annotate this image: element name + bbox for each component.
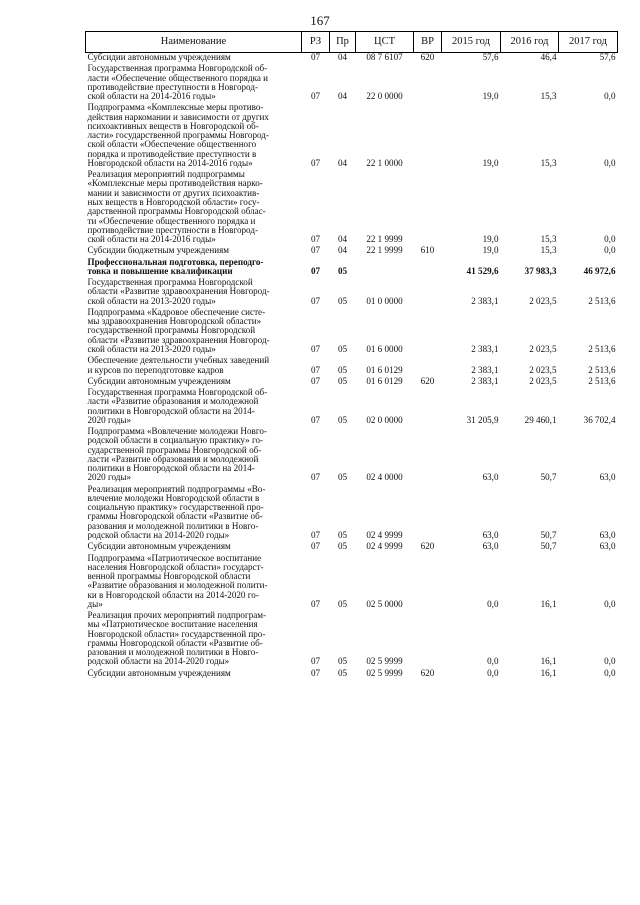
cell-2016: 16,1 <box>540 667 557 678</box>
header-2017: 2017 год <box>559 32 618 53</box>
table-row <box>86 611 618 669</box>
header-pr: Пр <box>330 32 356 53</box>
cell-vr: 620 <box>420 541 435 552</box>
table-row <box>86 246 618 257</box>
cell-2015: 31 205,9 <box>466 414 499 425</box>
table-row <box>86 554 618 612</box>
cell-name-line: области «Развитие здравоохранения Новгород- <box>87 286 270 297</box>
cell-name-line: Государственная программа Новгородской <box>87 277 253 288</box>
table-row <box>86 170 618 246</box>
cell-name-line: «Комплексные меры противодействия нарко- <box>87 178 263 189</box>
cell-2017: 36 702,4 <box>583 414 616 425</box>
cell-2016: 2 023,5 <box>529 343 557 354</box>
cell-vr <box>414 427 442 485</box>
cell-vr <box>414 356 442 377</box>
header-2015: 2015 год <box>442 32 501 53</box>
cell-vr <box>414 611 442 669</box>
table-row <box>86 64 618 103</box>
cell-2016: 2 023,5 <box>529 364 557 375</box>
cell-name <box>86 308 302 356</box>
header-rz: РЗ <box>302 32 330 53</box>
cell-2017: 2 513,6 <box>588 375 616 386</box>
cell-vr <box>414 258 442 279</box>
budget-table <box>85 31 618 680</box>
cell-pr: 05 <box>337 530 348 541</box>
cell-rz: 07 <box>310 541 321 552</box>
cell-2016: 15,3 <box>540 234 557 245</box>
cell-name <box>86 103 302 170</box>
cell-vr <box>414 103 442 170</box>
cell-name-line: Субсидии автономным учреждениям <box>87 375 231 386</box>
cell-2017: 57,6 <box>599 52 616 62</box>
cell-cst: 02 5 9999 <box>366 667 403 678</box>
cell-name <box>86 388 302 427</box>
cell-name-line: Подпрограмма «Патриотическое воспитание <box>87 552 262 563</box>
cell-rz: 07 <box>310 343 321 354</box>
cell-name-line: Государственная программа Новгородской об- <box>87 63 268 74</box>
cell-2016: 16,1 <box>540 598 557 609</box>
cell-pr: 05 <box>337 343 348 354</box>
cell-name-line: Профессиональная подготовка, переподго- <box>87 256 264 267</box>
cell-2016: 16,1 <box>540 656 557 667</box>
cell-name-line: Государственная программа Новгородской об- <box>87 387 268 398</box>
cell-name-line: Субсидии автономным учреждениям <box>87 52 231 62</box>
cell-name-line: ской области на 2013-2020 годы» <box>87 343 216 354</box>
cell-name-line: мы здравоохранения Новгородской области» <box>87 316 262 327</box>
cell-rz: 07 <box>310 157 321 168</box>
cell-name-line: ки в Новгородской области на 2014-2020 го- <box>87 589 259 600</box>
cell-name-line: «Развитие образования и молодежной полити- <box>87 580 268 591</box>
cell-name <box>86 170 302 246</box>
cell-name-line: ласти» государственной программы Новгород- <box>87 130 269 141</box>
cell-rz: 07 <box>310 234 321 245</box>
cell-name <box>86 542 302 553</box>
cell-2017: 2 513,6 <box>588 364 616 375</box>
cell-name-line: Подпрограмма «Вовлечение молодежи Новго- <box>87 426 267 437</box>
cell-name <box>86 611 302 669</box>
cell-pr: 05 <box>337 414 348 425</box>
cell-2016: 29 460,1 <box>524 414 557 425</box>
cell-pr: 04 <box>337 52 348 62</box>
cell-name-line: Реализация прочих мероприятий подпрограм- <box>87 610 267 621</box>
cell-name-line: Реализация мероприятий подпрограммы «Во- <box>87 483 266 494</box>
cell-2016: 46,4 <box>540 52 557 62</box>
cell-name <box>86 554 302 612</box>
cell-2017: 63,0 <box>599 541 616 552</box>
cell-name-line: 2020 годы» <box>87 472 132 483</box>
cell-name <box>86 427 302 485</box>
cell-2017: 0,0 <box>604 245 616 256</box>
cell-pr: 05 <box>337 265 348 276</box>
table-row <box>86 278 618 308</box>
cell-cst: 01 0 0000 <box>366 295 403 306</box>
cell-name-line: Реализация мероприятий подпрограммы <box>87 169 245 180</box>
cell-name <box>86 356 302 377</box>
cell-2015: 0,0 <box>487 656 499 667</box>
cell-pr: 05 <box>337 667 348 678</box>
cell-2016: 50,7 <box>540 541 557 552</box>
header-vr: ВР <box>414 32 442 53</box>
cell-vr <box>414 64 442 103</box>
cell-vr <box>414 308 442 356</box>
table-row <box>86 103 618 170</box>
cell-2017: 0,0 <box>604 667 616 678</box>
cell-2016: 15,3 <box>540 157 557 168</box>
cell-name-line: населения Новгородской области» государст- <box>87 561 264 572</box>
cell-vr <box>414 170 442 246</box>
cell-vr <box>414 485 442 543</box>
cell-name-line: социальную практику» государственной про- <box>87 502 264 513</box>
cell-cst <box>356 258 414 279</box>
cell-name <box>86 278 302 308</box>
cell-name-line: Субсидии бюджетным учреждениям <box>87 245 230 256</box>
cell-pr: 05 <box>337 375 348 386</box>
cell-rz: 07 <box>310 375 321 386</box>
cell-2016: 15,3 <box>540 91 557 102</box>
cell-pr: 05 <box>337 364 348 375</box>
cell-name-line: Подпрограмма «Кадровое обеспечение систе- <box>87 306 266 317</box>
cell-2015: 63,0 <box>482 530 499 541</box>
cell-2015: 2 383,1 <box>471 364 499 375</box>
cell-name-line: родской области на 2014-2020 годы» <box>87 656 230 667</box>
cell-name-line: противодействие преступности в Новгород- <box>87 81 258 92</box>
cell-vr <box>414 278 442 308</box>
cell-rz: 07 <box>310 598 321 609</box>
cell-name <box>86 669 302 680</box>
cell-vr: 620 <box>420 52 435 62</box>
cell-pr: 05 <box>337 472 348 483</box>
cell-name-line: ти «Обеспечение общественного порядка и <box>87 215 256 226</box>
cell-2017: 0,0 <box>604 91 616 102</box>
cell-cst: 22 1 0000 <box>366 157 403 168</box>
cell-2017: 0,0 <box>604 598 616 609</box>
cell-2017: 63,0 <box>599 530 616 541</box>
cell-2015: 63,0 <box>482 541 499 552</box>
cell-2017: 0,0 <box>604 656 616 667</box>
cell-cst: 22 0 0000 <box>366 91 403 102</box>
cell-name-line: Новгородской области на 2014-2016 годы» <box>87 157 253 168</box>
cell-name-line: влечение молодежи Новгородской области в <box>87 492 260 503</box>
cell-2015: 63,0 <box>482 472 499 483</box>
cell-name-line: ды» <box>87 598 103 609</box>
cell-vr: 620 <box>420 667 435 678</box>
cell-name-line: Новгородской области» государственной про- <box>87 628 266 639</box>
cell-rz: 07 <box>310 91 321 102</box>
table-row <box>86 388 618 427</box>
table-row <box>86 542 618 553</box>
page-number: 167 <box>310 13 330 28</box>
cell-name-line: разования и молодежной политики в Новго- <box>87 520 259 531</box>
cell-cst: 02 0 0000 <box>366 414 403 425</box>
cell-cst: 02 4 9999 <box>366 530 403 541</box>
cell-2017: 0,0 <box>604 234 616 245</box>
cell-2017: 2 513,6 <box>588 295 616 306</box>
cell-name-line: Подпрограмма «Комплексные меры противо- <box>87 102 264 113</box>
cell-2016: 2 023,5 <box>529 295 557 306</box>
cell-pr: 05 <box>337 598 348 609</box>
cell-name-line: государственной программы Новгородской <box>87 325 256 336</box>
cell-rz: 07 <box>310 265 321 276</box>
table-header-row <box>86 32 618 53</box>
cell-2015: 19,0 <box>482 157 499 168</box>
cell-cst: 22 1 9999 <box>366 234 403 245</box>
cell-name-line: разования и молодежной политики в Новго- <box>87 647 259 658</box>
cell-name-line: порядка и противодействие преступности в <box>87 148 257 159</box>
cell-2016: 2 023,5 <box>529 375 557 386</box>
cell-name-line: противодействие преступности в Новгород- <box>87 224 258 235</box>
cell-rz: 07 <box>310 472 321 483</box>
cell-cst: 02 5 0000 <box>366 598 403 609</box>
cell-pr: 05 <box>337 656 348 667</box>
table-row <box>86 258 618 279</box>
cell-name-line: граммы Новгородской области «Развитие об- <box>87 511 263 522</box>
cell-name-line: ской области на 2013-2020 годы» <box>87 295 216 306</box>
cell-name-line: 2020 годы» <box>87 414 132 425</box>
cell-cst: 08 7 6107 <box>366 52 403 62</box>
cell-name-line: Субсидии автономным учреждениям <box>87 541 231 552</box>
cell-name-line: ской области «Обеспечение общественного <box>87 139 257 150</box>
table-row <box>86 485 618 543</box>
cell-2015: 57,6 <box>482 52 499 62</box>
cell-2015: 19,0 <box>482 91 499 102</box>
cell-name-line: товка и повышение квалификации <box>87 265 233 276</box>
cell-2015: 2 383,1 <box>471 375 499 386</box>
cell-name-line: родской области на 2014-2020 годы» <box>87 530 230 541</box>
cell-name-line: и курсов по переподготовке кадров <box>87 364 224 375</box>
cell-rz: 07 <box>310 364 321 375</box>
cell-2015: 19,0 <box>482 234 499 245</box>
cell-cst: 22 1 9999 <box>366 245 403 256</box>
cell-pr: 04 <box>337 157 348 168</box>
cell-name-line: ных веществ в Новгородской области» госу- <box>87 196 260 207</box>
cell-2017: 0,0 <box>604 157 616 168</box>
cell-2015: 41 529,6 <box>466 265 499 276</box>
cell-name <box>86 64 302 103</box>
cell-name-line: дарственной программы Новгородской облас- <box>87 206 266 217</box>
cell-2016: 50,7 <box>540 472 557 483</box>
cell-2016: 37 983,3 <box>524 265 557 276</box>
table-row <box>86 308 618 356</box>
cell-name-line: мании и зависимости от других психоактив- <box>87 187 260 198</box>
cell-name-line: мы «Патриотическое воспитание населения <box>87 619 258 630</box>
cell-name-line: области «Развитие здравоохранения Новгород- <box>87 334 270 345</box>
cell-name <box>86 246 302 257</box>
cell-name <box>86 485 302 543</box>
cell-2015: 0,0 <box>487 598 499 609</box>
cell-rz: 07 <box>310 245 321 256</box>
cell-name-line: ласти «Развитие образования и молодежной <box>87 396 259 407</box>
cell-2017: 63,0 <box>599 472 616 483</box>
cell-2017: 46 972,6 <box>583 265 616 276</box>
cell-name-line: ласти «Обеспечение общественного порядка и <box>87 72 269 83</box>
cell-name-line: родской области в социальную практику» го- <box>87 435 264 446</box>
cell-pr: 04 <box>337 245 348 256</box>
cell-name-line: действия наркомании и зависимости от других <box>87 111 269 122</box>
cell-pr: 04 <box>337 234 348 245</box>
cell-name-line: сударственной программы Новгородской об- <box>87 444 262 455</box>
cell-name-line: ласти «Развитие образования и молодежной <box>87 453 259 464</box>
cell-name-line: политики в Новгородской области на 2014- <box>87 405 255 416</box>
cell-cst: 02 4 9999 <box>366 541 403 552</box>
cell-2015: 2 383,1 <box>471 343 499 354</box>
table-row <box>86 356 618 377</box>
cell-pr: 04 <box>337 91 348 102</box>
cell-pr: 05 <box>337 295 348 306</box>
cell-name-line: политики в Новгородской области на 2014- <box>87 463 255 474</box>
cell-name-line: Обеспечение деятельности учебных заведений <box>87 355 270 366</box>
cell-cst: 01 6 0129 <box>366 364 403 375</box>
cell-rz: 07 <box>310 667 321 678</box>
cell-name-line: Субсидии автономным учреждениям <box>87 667 231 678</box>
cell-vr: 610 <box>420 245 435 256</box>
cell-name-line: граммы Новгородской области «Развитие об- <box>87 637 263 648</box>
cell-2016: 15,3 <box>540 245 557 256</box>
cell-2015: 0,0 <box>487 667 499 678</box>
cell-name-line: ской области на 2014-2016 годы» <box>87 91 216 102</box>
cell-vr <box>414 554 442 612</box>
cell-rz: 07 <box>310 52 321 62</box>
table-body <box>86 53 618 681</box>
cell-2015: 19,0 <box>482 245 499 256</box>
cell-pr: 05 <box>337 541 348 552</box>
header-name: Наименование <box>86 32 302 53</box>
cell-rz: 07 <box>310 295 321 306</box>
cell-vr: 620 <box>420 375 435 386</box>
cell-rz: 07 <box>310 530 321 541</box>
cell-name-line: ской области на 2014-2016 годы» <box>87 234 216 245</box>
cell-vr <box>414 388 442 427</box>
cell-name-line: психоактивных веществ в Новгородской об- <box>87 120 259 131</box>
cell-rz: 07 <box>310 656 321 667</box>
cell-name <box>86 258 302 279</box>
table-row <box>86 427 618 485</box>
cell-2016: 50,7 <box>540 530 557 541</box>
cell-2015: 2 383,1 <box>471 295 499 306</box>
cell-2017: 2 513,6 <box>588 343 616 354</box>
cell-cst: 02 5 9999 <box>366 656 403 667</box>
cell-name-line: венной программы Новгородской области <box>87 571 251 582</box>
table-row <box>86 669 618 680</box>
cell-cst: 02 4 0000 <box>366 472 403 483</box>
header-2016: 2016 год <box>501 32 559 53</box>
cell-rz: 07 <box>310 414 321 425</box>
header-cst: ЦСТ <box>356 32 414 53</box>
cell-cst: 01 6 0129 <box>366 375 403 386</box>
cell-cst: 01 6 0000 <box>366 343 403 354</box>
